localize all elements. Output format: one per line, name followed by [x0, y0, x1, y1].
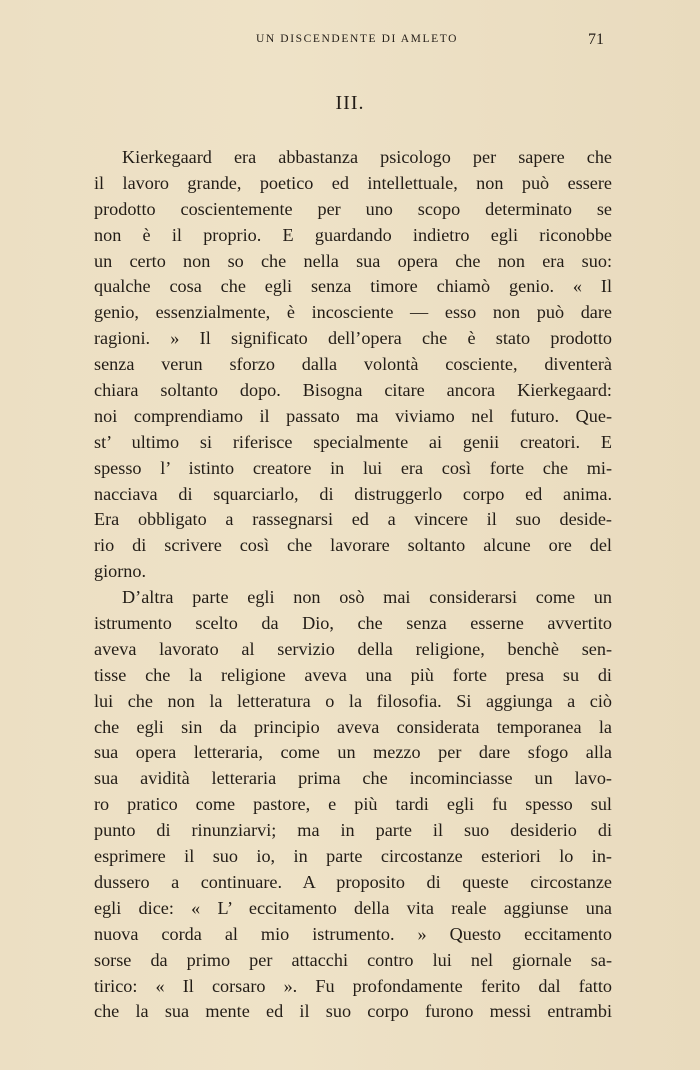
text-line: un certo non so che nella sua opera che non era suo:: [94, 250, 612, 271]
text-line: aveva lavorato al servizio della religione, benchè sen-: [94, 638, 612, 659]
text-line: Era obbligato a rassegnarsi ed a vincere il suo deside-: [94, 509, 612, 530]
text-line: qualche cosa che egli senza timore chiamò genio. « Il: [94, 276, 612, 297]
text-line: il lavoro grande, poetico ed intellettuale, non può essere: [94, 172, 612, 193]
text-line: ragioni. » Il significato dell’opera che è stato prodotto: [94, 328, 612, 349]
text-line: D’altra parte egli non osò mai considerarsi come un: [122, 587, 612, 608]
running-title: UN DISCENDENTE DI AMLETO: [256, 33, 459, 45]
text-line: noi comprendiamo il passato ma viviamo nel futuro. Que-: [94, 405, 612, 426]
page-number: 71: [588, 31, 604, 48]
text-line: nuova corda al mio istrumento. » Questo eccitamento: [94, 923, 612, 944]
text-line: rio di scrivere così che lavorare soltanto alcune ore del: [94, 535, 612, 556]
text-line: che la sua mente ed il suo corpo furono messi entrambi: [94, 1001, 612, 1022]
text-line: dussero a continuare. A proposito di queste circostanze: [94, 871, 612, 892]
text-line: punto di rinunziarvi; ma in parte il suo desiderio di: [94, 820, 612, 841]
text-line: tirico: « Il corsaro ». Fu profondamente ferito dal fatto: [94, 975, 612, 996]
text-line: sorse da primo per attacchi contro lui nel giornale sa-: [94, 949, 612, 970]
text-line: st’ ultimo si riferisce specialmente ai genii creatori. E: [94, 431, 612, 452]
text-line: nacciava di squarciarlo, di distruggerlo corpo ed anima.: [94, 483, 612, 504]
section-heading: III.: [335, 92, 365, 114]
text-line: sua opera letteraria, come un mezzo per dare sfogo alla: [94, 742, 612, 763]
text-line: prodotto coscientemente per uno scopo determinato se: [94, 198, 612, 219]
text-line: tisse che la religione aveva una più forte presa su di: [94, 664, 612, 685]
text-line: giorno.: [94, 561, 147, 582]
text-line: egli dice: « L’ eccitamento della vita reale aggiunse una: [94, 897, 612, 918]
text-line: esprimere il suo io, in parte circostanze esteriori lo in-: [94, 846, 612, 867]
body-text: [94, 145, 612, 1025]
text-line: Kierkegaard era abbastanza psicologo per sapere che: [122, 147, 612, 167]
text-line: istrumento scelto da Dio, che senza esserne avvertito: [94, 613, 612, 634]
text-line: lui che non la letteratura o la filosofia. Si aggiunga a ciò: [94, 690, 612, 711]
text-line: spesso l’ istinto creatore in lui era così forte che mi-: [94, 457, 612, 478]
text-line: che egli sin da principio aveva considerata temporanea la: [94, 716, 612, 737]
page-header: [0, 33, 700, 53]
text-line: sua avidità letteraria prima che incominciasse un lavo-: [94, 768, 612, 789]
text-line: genio, essenzialmente, è incosciente — esso non può dare: [94, 302, 612, 323]
text-line: ro pratico come pastore, e più tardi egli fu spesso sul: [94, 794, 612, 815]
text-line: non è il proprio. E guardando indietro egli riconobbe: [94, 224, 612, 245]
text-line: chiara soltanto dopo. Bisogna citare ancora Kierkegaard:: [94, 380, 612, 401]
text-line: senza verun sforzo dalla volontà cosciente, diventerà: [94, 354, 612, 375]
